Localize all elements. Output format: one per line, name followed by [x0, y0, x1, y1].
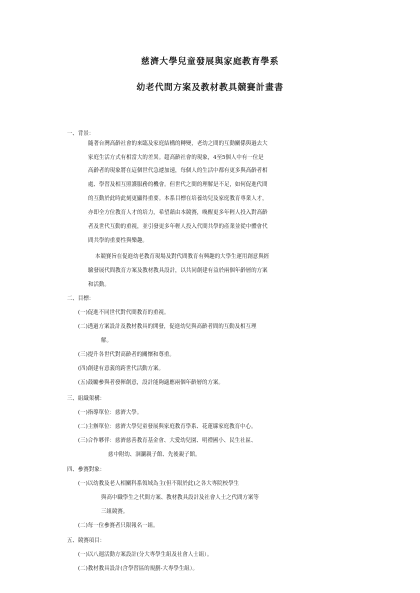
paragraph-line: 驗發展代間教育方案及教材教具設計，以共同創建有益於兩個年齡層的方案 [88, 268, 268, 274]
list-item-continued: 解。 [101, 338, 112, 344]
list-item: (一)指導單位：慈濟大學。 [78, 410, 143, 416]
paragraph-line: 間共學的重要性與樂趣。 [88, 238, 148, 244]
paragraph-line: 和活動。 [88, 282, 110, 288]
list-item: (二)主辦單位：慈濟大學兒童發展與家庭教育學系、花蓮縣家庭教育中心。 [78, 424, 257, 430]
paragraph-line: 隨著台灣高齡社會的來臨及家庭結構的轉變，老幼之間的互動關係與過去大 [88, 141, 268, 147]
list-item-continued: 三組競賽。 [101, 509, 129, 515]
paragraph-line: 者及世代互動的重視，並引發更多年輕人投入代間共學的產業並從中體會代 [88, 224, 268, 230]
section-3-heading: 三、組織架構： [67, 396, 106, 402]
list-item-continued: 與高中職學生之代間方案、教材教具設計及社會人士之代間方案等 [101, 495, 259, 501]
paragraph-line: 亦即全方位教育人才的培力，希望藉由本競賽，喚醒更多年輕人投入對高齡 [88, 210, 268, 216]
list-item: (二)教材教具設計(含學習區的規劃-大專學生組）。 [78, 566, 198, 572]
list-item-continued: 慈中附幼、洄瀾親子館、先後親子館。 [108, 452, 201, 458]
list-item: (二)透過方案設計及教材教具的開發，促進幼兒與高齡者間的互動及相互理 [78, 324, 257, 330]
section-1-heading: 一、背景： [67, 131, 95, 137]
section-5-heading: 五、競賽項目： [67, 538, 106, 544]
list-item: (一)以八週活動方案設計(分大專學生組及社會人士組）。 [78, 552, 213, 558]
section-2-heading: 二、目標： [67, 296, 95, 302]
paragraph-line: 家庭生活方式有相當大的差異。超高齡社會的現象，4至5個人中有一位是 [88, 155, 264, 161]
paragraph-line: 的互動於此時此刻更顯得重要。本系目標在培養幼兒及家庭教育專業人才， [88, 196, 268, 202]
section-4-heading: 四、參賽對象： [67, 467, 106, 473]
paragraph-line: 高齡者的現象將在這個世代急遽加速，每個人的生活中都有更多與高齡者相 [88, 168, 268, 174]
paragraph-line: 本競賽旨在促進幼老教育現場及對代間教育有興趣的大學生運用創意與經 [95, 254, 270, 260]
list-item: (一)以幼教及老人相關科系領域為主(但不限於此)之各大專院校學生 [78, 481, 239, 487]
list-item: (一)促進不同世代對代間教育的重視。 [78, 310, 170, 316]
paragraph-line: 處、學習及相互照護服務的機會。但世代之間的理解是不足，如何促進代間 [88, 182, 268, 188]
school-title: 慈濟大學兒童發展與家庭教育學系 [141, 57, 279, 67]
list-item: (二)每一位參賽者只限報名一組。 [78, 523, 159, 529]
list-item: (三)提升各世代對高齡者的關懷和尊重。 [78, 352, 175, 358]
list-item: (四)創建有意義的跨世代活動方案。 [78, 366, 164, 372]
list-item: (五)鼓勵參與者發揮創意，設計能夠適應兩個年齡層的方案。 [78, 380, 224, 386]
list-item: (三)合作夥伴：慈濟慈善教育基金會、大愛幼兒園、明禮國小、民生社區、 [78, 438, 257, 444]
plan-title: 幼老代間方案及教材教具競賽計畫書 [136, 83, 284, 93]
